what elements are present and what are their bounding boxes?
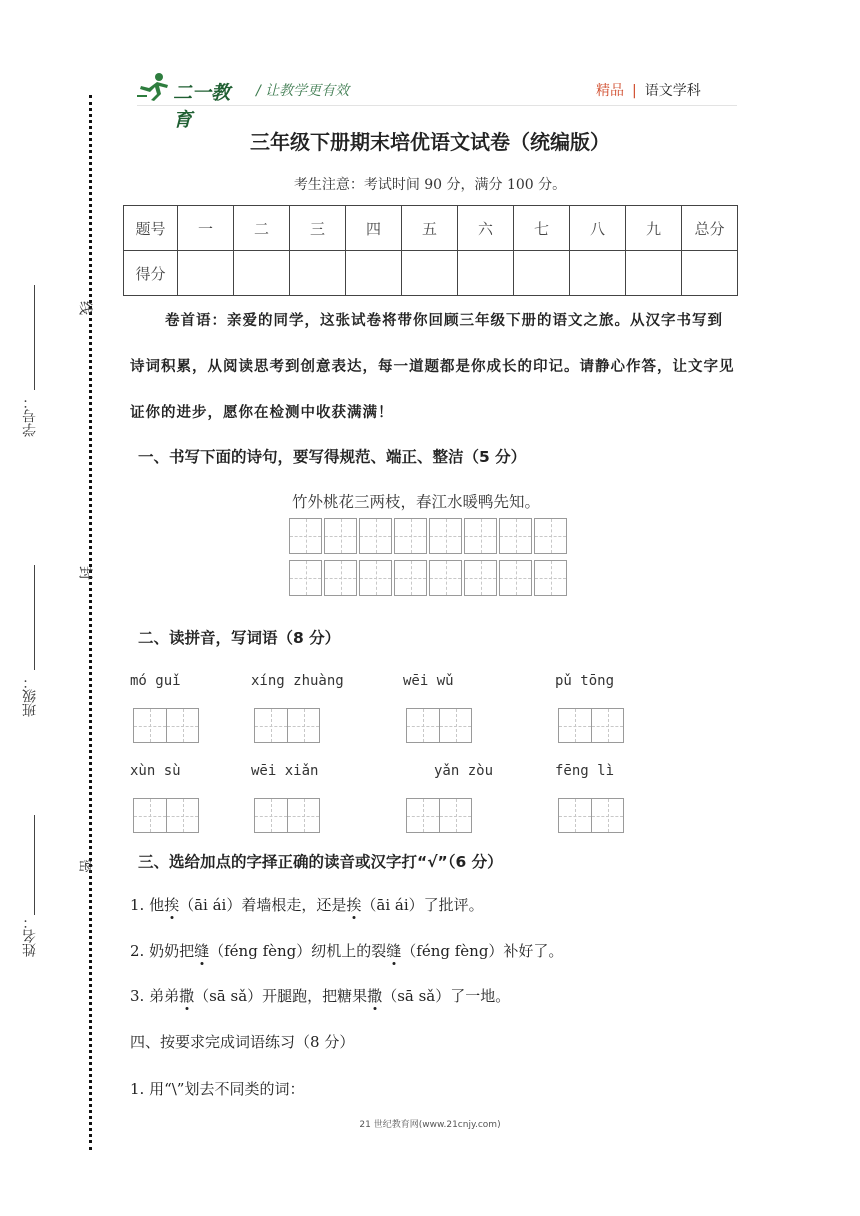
dotted-char: 挨 [164,896,180,914]
pinyin-item: mó guǐ [130,673,181,689]
exam-title: 三年级下册期末培优语文试卷（统编版） [250,130,610,154]
question-3-2 [130,940,563,961]
grid-cell[interactable] [499,518,532,554]
pinyin-item: xùn sù [130,763,181,779]
score-table [123,205,738,296]
pinyin-item: xíng zhuàng [251,673,344,689]
writing-grid-row [289,518,569,554]
score-col-9: 九 [626,206,682,251]
grid-cell[interactable] [359,560,392,596]
q-text[interactable]: （āi ái）了批评。 [361,896,484,914]
score-cell[interactable] [458,251,514,296]
runner-logo-icon [137,72,171,102]
answer-box[interactable] [133,708,199,743]
pinyin-item: fēng lì [555,763,615,779]
question-3-3 [130,985,510,1006]
q-text: 3. 弟弟 [130,987,180,1005]
answer-box[interactable] [558,798,624,833]
q-text[interactable]: （āi ái）着墙根走，还是 [179,896,347,914]
preface-paragraph: 卷首语：亲爱的同学，这张试卷将带你回顾三年级下册的语文之旅。从汉字书写到诗词积累，从阅读思考到创意表达，每一道题都是你成长的印记。请静心作答，让文字见证你的进步，愿你在检测中收获满满！ [130,313,735,421]
name-write-line [34,815,35,915]
score-table-score-row [124,251,738,296]
score-table-header-row [124,206,738,251]
grid-cell[interactable] [289,518,322,554]
score-col-1: 一 [178,206,234,251]
class-write-line [34,565,35,670]
grid-cell[interactable] [394,518,427,554]
label-class: 班级： [22,675,38,717]
dotted-char: 撒 [179,987,195,1005]
dotted-char: 缝 [194,942,210,960]
answer-box[interactable] [558,708,624,743]
answer-box[interactable] [254,708,320,743]
slogan: / 让教学更有效 [256,83,350,99]
seal-char-seal: 封 [79,564,93,580]
score-col-label: 题号 [124,206,178,251]
grid-cell[interactable] [534,518,567,554]
score-col-7: 七 [514,206,570,251]
grid-cell[interactable] [324,518,357,554]
section1-title: 一、书写下面的诗句，要写得规范、端正、整洁（5 分） [138,448,527,466]
tag-separator: | [632,83,637,99]
grid-cell[interactable] [534,560,567,596]
subject-tag: 语文学科 [644,83,701,99]
logo-text: 二一教育 [173,82,231,131]
score-cell[interactable] [290,251,346,296]
grid-cell[interactable] [324,560,357,596]
section1-poem: 竹外桃花三两枝，春江水暖鸭先知。 [292,493,541,511]
score-cell[interactable] [570,251,626,296]
score-col-2: 二 [234,206,290,251]
dotted-char: 挨 [346,896,362,914]
q-text[interactable]: （féng fèng）纫机上的裂 [209,942,387,960]
score-col-8: 八 [570,206,626,251]
answer-box[interactable] [406,798,472,833]
grid-cell[interactable] [394,560,427,596]
score-col-total: 总分 [682,206,738,251]
pinyin-item: pǔ tōng [555,673,615,689]
grid-cell[interactable] [464,518,497,554]
q-text[interactable]: （féng fèng）补好了。 [401,942,564,960]
pinyin-item: yǎn zòu [434,763,494,779]
section3-title: 三、选给加点的字择正确的读音或汉字打“√”（6 分） [138,853,503,871]
question-3-1 [130,894,484,915]
score-cell[interactable] [402,251,458,296]
section2-title: 二、读拼音，写词语（8 分） [138,629,341,647]
answer-box[interactable] [133,798,199,833]
score-cell[interactable] [514,251,570,296]
label-name: 姓名： [22,915,38,957]
writing-grid-row [289,560,569,596]
section4-sub1: 1. 用“\”划去不同类的词： [130,1080,305,1098]
grid-cell[interactable] [464,560,497,596]
answer-box[interactable] [406,708,472,743]
pinyin-item: wēi xiǎn [251,763,319,779]
score-cell[interactable] [346,251,402,296]
answer-box[interactable] [254,798,320,833]
score-col-6: 六 [458,206,514,251]
footer-source: 21 世纪教育网(www.21cnjy.com) [359,1120,501,1130]
grid-cell[interactable] [499,560,532,596]
logo [137,72,247,131]
seal-char-secret: 密 [79,857,93,873]
q-text: 1. 他 [130,896,165,914]
label-student-id: 学号： [22,395,38,437]
score-row-label: 得分 [124,251,178,296]
binding-dotted-line [89,95,92,1150]
grid-cell[interactable] [429,518,462,554]
score-col-4: 四 [346,206,402,251]
seal-char-line: 线 [79,299,93,315]
dotted-char: 缝 [386,942,402,960]
score-cell[interactable] [626,251,682,296]
grid-cell[interactable] [359,518,392,554]
q-text: 2. 奶奶把 [130,942,195,960]
grid-cell[interactable] [289,560,322,596]
score-cell[interactable] [178,251,234,296]
pinyin-item: wēi wǔ [403,673,454,689]
exam-notice: 考生注意：考试时间 90 分，满分 100 分。 [293,177,567,193]
id-write-line [34,285,35,390]
writing-grid[interactable] [289,518,569,596]
grid-cell[interactable] [429,560,462,596]
section4-title: 四、按要求完成词语练习（8 分） [130,1033,355,1051]
q-text[interactable]: （sā sǎ）开腿跑，把糖果 [194,987,368,1005]
quality-tag: 精品 [596,83,624,99]
score-col-5: 五 [402,206,458,251]
dotted-char: 撒 [367,987,383,1005]
score-cell[interactable] [234,251,290,296]
score-col-3: 三 [290,206,346,251]
header-divider [137,105,737,106]
score-cell[interactable] [682,251,738,296]
q-text[interactable]: （sā sǎ）了一地。 [382,987,511,1005]
header-tags [596,80,701,100]
